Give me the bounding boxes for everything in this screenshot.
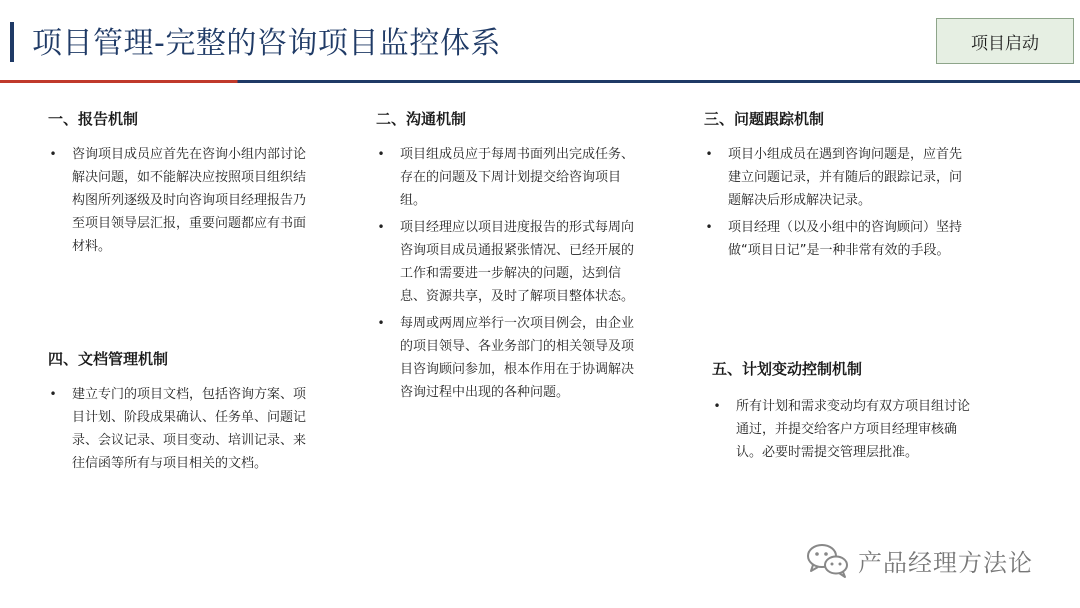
- section-communication: [376, 108, 646, 408]
- section-heading: 三、问题跟踪机制: [704, 110, 825, 128]
- list-item: [48, 143, 310, 258]
- stage-badge: 项目启动: [936, 18, 1074, 64]
- bullet-icon: •: [377, 220, 385, 234]
- list-item-text: 项目经理（以及小组中的咨询顾问）坚持做“项目日记”是一种非常有效的手段。: [728, 220, 963, 258]
- list-item-text: 项目经理应以项目进度报告的形式每周向咨询项目成员通报紧张情况、已经开展的工作和需要进一步解决的问题，达到信息、资源共享，及时了解项目整体状态。: [400, 220, 635, 304]
- list-item: [376, 312, 646, 404]
- section-issue-tracking: [704, 108, 972, 266]
- list-item-text: 咨询项目成员应首先在咨询小组内部讨论解决问题，如不能解决应按照项目组织结构图所列逐级及时向咨询项目经理报告乃至项目领导层汇报，重要问题都应有书面材料。: [72, 147, 307, 254]
- list-item-text: 建立专门的项目文档，包括咨询方案、项目计划、阶段成果确认、任务单、问题记录、会议记录、项目变动、培训记录、来往信函等所有与项目相关的文档。: [72, 387, 307, 471]
- list-item: [704, 216, 972, 262]
- list-item: [376, 216, 646, 308]
- list-item: [704, 143, 972, 212]
- section-change-control: [712, 358, 980, 468]
- list-item: [376, 143, 646, 212]
- list-item-text: 项目组成员应于每周书面列出完成任务、存在的问题及下周计划提交给咨询项目组。: [400, 147, 635, 208]
- section-heading: 二、沟通机制: [376, 110, 467, 128]
- title-divider: [0, 80, 1080, 83]
- wechat-icon: [806, 541, 850, 579]
- bullet-icon: •: [377, 316, 385, 330]
- watermark: [806, 538, 1033, 582]
- section-heading: 一、报告机制: [48, 110, 139, 128]
- watermark-text: 产品经理方法论: [858, 548, 1033, 577]
- section-reporting: [48, 108, 310, 262]
- list-item-text: 项目小组成员在遇到咨询问题是，应首先建立问题记录，并有随后的跟踪记录，问题解决后形成解决记录。: [728, 147, 963, 208]
- list-item-text: 所有计划和需求变动均有双方项目组讨论通过，并提交给客户方项目经理审核确认。必要时需提交管理层批准。: [736, 399, 971, 460]
- bullet-icon: •: [49, 147, 57, 161]
- list-item: [712, 395, 980, 464]
- bullet-icon: •: [713, 399, 721, 413]
- section-heading: 四、文档管理机制: [48, 350, 169, 368]
- bullet-icon: •: [705, 147, 713, 161]
- section-heading: 五、计划变动控制机制: [712, 360, 863, 378]
- section-document-management: [48, 348, 310, 479]
- bullet-icon: •: [49, 387, 57, 401]
- bullet-icon: •: [705, 220, 713, 234]
- page-title: 项目管理-完整的咨询项目监控体系: [32, 26, 501, 61]
- title-accent-bar: [10, 22, 14, 62]
- list-item: [48, 383, 310, 475]
- list-item-text: 每周或两周应举行一次项目例会，由企业的项目领导、各业务部门的相关领导及项目咨询顾问参加，根本作用在于协调解决咨询过程中出现的各种问题。: [400, 316, 635, 400]
- bullet-icon: •: [377, 147, 385, 161]
